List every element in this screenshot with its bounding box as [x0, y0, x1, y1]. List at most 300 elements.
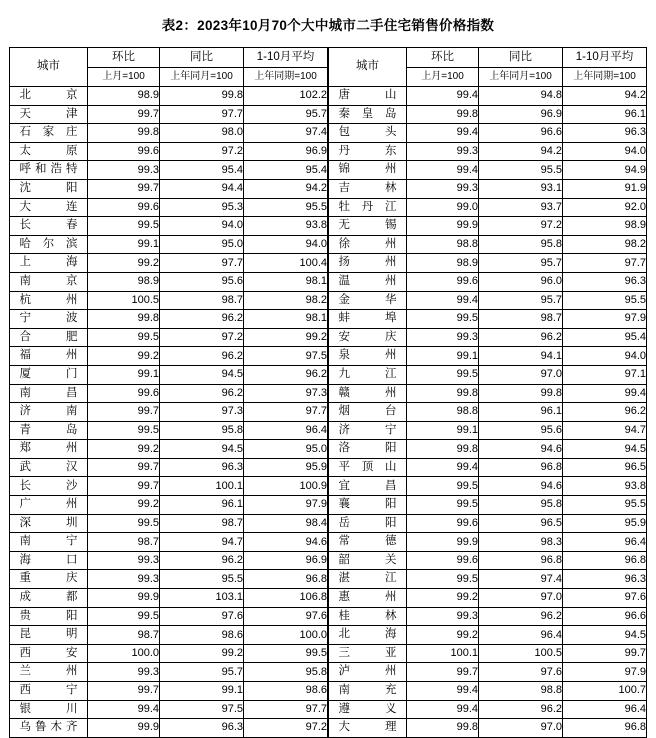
value-yoy-cell: 95.7: [160, 663, 244, 682]
city-label: 泸州: [338, 665, 397, 678]
header-group-avg-right: 1-10月平均: [563, 48, 647, 68]
city-label: 济南: [19, 405, 78, 418]
city-name-cell: [10, 589, 88, 608]
value-avg-cell: 95.9: [563, 514, 647, 533]
value-avg-cell: 96.6: [563, 607, 647, 626]
value-avg-cell: 94.5: [563, 440, 647, 459]
table-row: [10, 217, 328, 236]
city-label: 哈尔滨: [19, 237, 78, 250]
value-avg-cell: 94.6: [244, 533, 328, 552]
table-row: [329, 384, 647, 403]
value-avg-cell: 97.5: [244, 347, 328, 366]
city-name-cell: [329, 347, 407, 366]
value-yoy-cell: 98.7: [479, 310, 563, 329]
value-mom-cell: 99.3: [407, 179, 479, 198]
city-label: 上海: [19, 256, 78, 269]
city-label: 惠州: [338, 591, 397, 604]
value-avg-cell: 97.9: [563, 310, 647, 329]
value-yoy-cell: 99.8: [479, 384, 563, 403]
value-avg-cell: 96.4: [244, 421, 328, 440]
value-avg-cell: 97.2: [244, 719, 328, 738]
value-yoy-cell: 95.3: [160, 198, 244, 217]
city-name-cell: [329, 626, 407, 645]
city-name-cell: [329, 533, 407, 552]
city-label: 石家庄: [19, 126, 78, 139]
table-row: [329, 477, 647, 496]
table-row: [329, 217, 647, 236]
value-yoy-cell: 99.8: [160, 87, 244, 106]
city-name-cell: [10, 626, 88, 645]
value-mom-cell: 99.3: [407, 328, 479, 347]
city-label: 西安: [19, 646, 78, 659]
city-label: 银川: [19, 702, 78, 715]
value-yoy-cell: 97.0: [479, 589, 563, 608]
value-mom-cell: 99.7: [88, 403, 160, 422]
city-label: 唐山: [338, 89, 397, 102]
value-mom-cell: 99.8: [407, 384, 479, 403]
table-row: [329, 551, 647, 570]
value-mom-cell: 99.4: [407, 682, 479, 701]
value-avg-cell: 98.2: [244, 291, 328, 310]
city-name-cell: [10, 310, 88, 329]
value-mom-cell: 99.8: [407, 719, 479, 738]
value-yoy-cell: 96.8: [479, 458, 563, 477]
city-name-cell: [10, 682, 88, 701]
city-name-cell: [10, 87, 88, 106]
city-label: 洛阳: [338, 442, 397, 455]
value-mom-cell: 99.5: [407, 570, 479, 589]
table-row: [329, 142, 647, 161]
table-row: [329, 124, 647, 143]
table-row: [10, 551, 328, 570]
city-name-cell: [10, 142, 88, 161]
value-mom-cell: 99.2: [88, 496, 160, 515]
value-avg-cell: 106.8: [244, 589, 328, 608]
city-label: 宁波: [19, 312, 78, 325]
table-row: [329, 533, 647, 552]
value-yoy-cell: 96.3: [160, 719, 244, 738]
city-name-cell: [10, 663, 88, 682]
city-label: 无锡: [338, 219, 397, 232]
value-mom-cell: 99.2: [88, 347, 160, 366]
value-avg-cell: 94.7: [563, 421, 647, 440]
city-name-cell: [10, 384, 88, 403]
value-yoy-cell: 94.5: [160, 365, 244, 384]
value-mom-cell: 98.9: [407, 254, 479, 273]
city-name-cell: [10, 551, 88, 570]
value-yoy-cell: 96.0: [479, 272, 563, 291]
value-yoy-cell: 97.4: [479, 570, 563, 589]
city-name-cell: [10, 272, 88, 291]
city-label: 海口: [19, 553, 78, 566]
table-header-row-left: [10, 48, 328, 68]
city-name-cell: [329, 514, 407, 533]
city-name-cell: [10, 124, 88, 143]
city-label: 常德: [338, 535, 397, 548]
value-yoy-cell: 98.7: [160, 291, 244, 310]
table-row: [10, 607, 328, 626]
value-avg-cell: 94.5: [563, 626, 647, 645]
value-yoy-cell: 96.2: [160, 384, 244, 403]
city-label: 太原: [19, 144, 78, 157]
table-row: [10, 700, 328, 719]
city-label: 成都: [19, 591, 78, 604]
value-yoy-cell: 97.0: [479, 719, 563, 738]
city-label: 大理: [338, 721, 397, 734]
price-index-table-right: [328, 47, 647, 738]
table-row: [10, 570, 328, 589]
table-row: [10, 496, 328, 515]
value-avg-cell: 95.9: [244, 458, 328, 477]
value-mom-cell: 99.1: [88, 365, 160, 384]
value-mom-cell: 99.1: [407, 347, 479, 366]
value-yoy-cell: 97.7: [160, 254, 244, 273]
value-avg-cell: 99.7: [563, 644, 647, 663]
table-body-left: [10, 87, 328, 738]
value-mom-cell: 98.7: [88, 533, 160, 552]
table-row: [10, 589, 328, 608]
city-label: 蚌埠: [338, 312, 397, 325]
value-avg-cell: 94.0: [563, 347, 647, 366]
value-mom-cell: 99.7: [88, 179, 160, 198]
city-label: 南宁: [19, 535, 78, 548]
table-row: [329, 161, 647, 180]
city-label: 丹东: [338, 144, 397, 157]
value-avg-cell: 95.7: [244, 105, 328, 124]
value-mom-cell: 98.9: [88, 272, 160, 291]
value-mom-cell: 99.6: [407, 551, 479, 570]
value-yoy-cell: 95.8: [479, 235, 563, 254]
value-yoy-cell: 98.8: [479, 682, 563, 701]
value-avg-cell: 97.6: [244, 607, 328, 626]
value-mom-cell: 99.5: [407, 477, 479, 496]
header-base-avg-left: 上年同期=100: [244, 68, 328, 87]
value-mom-cell: 99.6: [88, 198, 160, 217]
table-row: [10, 272, 328, 291]
value-avg-cell: 91.9: [563, 179, 647, 198]
value-avg-cell: 96.5: [563, 458, 647, 477]
table-row: [10, 179, 328, 198]
value-avg-cell: 97.7: [244, 403, 328, 422]
city-name-cell: [10, 719, 88, 738]
value-avg-cell: 98.9: [563, 217, 647, 236]
value-yoy-cell: 96.2: [160, 310, 244, 329]
city-name-cell: [10, 347, 88, 366]
city-name-cell: [329, 217, 407, 236]
value-yoy-cell: 95.5: [160, 570, 244, 589]
value-avg-cell: 97.1: [563, 365, 647, 384]
city-name-cell: [10, 161, 88, 180]
city-label: 温州: [338, 274, 397, 287]
value-mom-cell: 99.7: [407, 663, 479, 682]
value-mom-cell: 99.5: [88, 607, 160, 626]
city-label: 西宁: [19, 684, 78, 697]
header-group-mom-right: 环比: [407, 48, 479, 68]
city-name-cell: [329, 384, 407, 403]
value-mom-cell: 99.4: [407, 124, 479, 143]
table-row: [329, 589, 647, 608]
value-mom-cell: 99.8: [407, 440, 479, 459]
value-avg-cell: 92.0: [563, 198, 647, 217]
table-row: [10, 87, 328, 106]
city-label: 韶关: [338, 553, 397, 566]
value-yoy-cell: 98.7: [160, 514, 244, 533]
table-row: [329, 291, 647, 310]
value-mom-cell: 99.5: [88, 328, 160, 347]
value-yoy-cell: 95.7: [479, 254, 563, 273]
city-name-cell: [329, 161, 407, 180]
table-row: [10, 365, 328, 384]
value-avg-cell: 98.6: [244, 682, 328, 701]
value-yoy-cell: 95.6: [479, 421, 563, 440]
table-row: [329, 626, 647, 645]
table-row: [10, 421, 328, 440]
city-label: 秦皇岛: [338, 107, 397, 120]
value-avg-cell: 96.2: [563, 403, 647, 422]
city-label: 北京: [19, 89, 78, 102]
city-name-cell: [10, 179, 88, 198]
value-avg-cell: 95.5: [563, 496, 647, 515]
value-mom-cell: 99.5: [88, 514, 160, 533]
value-avg-cell: 100.7: [563, 682, 647, 701]
value-yoy-cell: 97.6: [479, 663, 563, 682]
value-yoy-cell: 97.2: [479, 217, 563, 236]
value-mom-cell: 99.7: [88, 682, 160, 701]
value-mom-cell: 99.6: [88, 384, 160, 403]
city-name-cell: [329, 458, 407, 477]
city-name-cell: [329, 365, 407, 384]
city-label: 桂林: [338, 609, 397, 622]
value-avg-cell: 94.2: [563, 87, 647, 106]
city-label: 南京: [19, 274, 78, 287]
city-label: 南充: [338, 684, 397, 697]
value-avg-cell: 94.0: [563, 142, 647, 161]
value-avg-cell: 96.3: [563, 272, 647, 291]
city-label: 乌鲁木齐: [19, 721, 78, 734]
value-yoy-cell: 94.7: [160, 533, 244, 552]
value-yoy-cell: 96.1: [160, 496, 244, 515]
city-name-cell: [329, 142, 407, 161]
city-name-cell: [10, 607, 88, 626]
city-label: 宜昌: [338, 479, 397, 492]
value-mom-cell: 99.8: [88, 124, 160, 143]
value-mom-cell: 98.9: [88, 87, 160, 106]
value-mom-cell: 99.6: [407, 514, 479, 533]
city-name-cell: [329, 719, 407, 738]
value-yoy-cell: 94.5: [160, 440, 244, 459]
value-yoy-cell: 97.6: [160, 607, 244, 626]
value-yoy-cell: 94.6: [479, 477, 563, 496]
value-avg-cell: 102.2: [244, 87, 328, 106]
city-label: 合肥: [19, 330, 78, 343]
value-yoy-cell: 96.4: [479, 626, 563, 645]
value-mom-cell: 100.5: [88, 291, 160, 310]
header-city-right: 城市: [329, 48, 407, 87]
city-label: 长沙: [19, 479, 78, 492]
value-avg-cell: 97.9: [244, 496, 328, 515]
value-avg-cell: 97.6: [563, 589, 647, 608]
city-name-cell: [329, 589, 407, 608]
value-yoy-cell: 95.4: [160, 161, 244, 180]
city-name-cell: [10, 458, 88, 477]
table-row: [329, 570, 647, 589]
value-avg-cell: 97.7: [244, 700, 328, 719]
table-row: [329, 105, 647, 124]
city-label: 杭州: [19, 293, 78, 306]
value-yoy-cell: 97.7: [160, 105, 244, 124]
city-label: 沈阳: [19, 182, 78, 195]
value-avg-cell: 96.9: [244, 142, 328, 161]
header-group-yoy-left: 同比: [160, 48, 244, 68]
value-mom-cell: 99.4: [407, 161, 479, 180]
header-group-yoy-right: 同比: [479, 48, 563, 68]
city-label: 湛江: [338, 572, 397, 585]
city-label: 平顶山: [338, 460, 397, 473]
value-mom-cell: 99.6: [88, 142, 160, 161]
city-label: 岳阳: [338, 516, 397, 529]
city-label: 牡丹江: [338, 200, 397, 213]
city-name-cell: [10, 235, 88, 254]
city-name-cell: [10, 496, 88, 515]
value-yoy-cell: 96.3: [160, 458, 244, 477]
value-yoy-cell: 95.6: [160, 272, 244, 291]
value-mom-cell: 99.8: [88, 310, 160, 329]
value-mom-cell: 99.2: [407, 589, 479, 608]
table-row: [329, 700, 647, 719]
table-body-right: [329, 87, 647, 738]
value-mom-cell: 99.2: [88, 254, 160, 273]
value-avg-cell: 97.4: [244, 124, 328, 143]
table-row: [329, 514, 647, 533]
value-yoy-cell: 96.5: [479, 514, 563, 533]
table-row: [10, 644, 328, 663]
value-avg-cell: 95.5: [244, 198, 328, 217]
value-avg-cell: 97.7: [563, 254, 647, 273]
value-mom-cell: 99.9: [407, 217, 479, 236]
city-label: 福州: [19, 349, 78, 362]
value-avg-cell: 100.4: [244, 254, 328, 273]
value-avg-cell: 95.8: [244, 663, 328, 682]
value-mom-cell: 99.9: [88, 589, 160, 608]
table-row: [10, 142, 328, 161]
value-yoy-cell: 95.8: [160, 421, 244, 440]
city-name-cell: [329, 477, 407, 496]
value-mom-cell: 98.7: [88, 626, 160, 645]
value-yoy-cell: 98.0: [160, 124, 244, 143]
city-name-cell: [329, 310, 407, 329]
value-avg-cell: 96.1: [563, 105, 647, 124]
value-avg-cell: 96.8: [244, 570, 328, 589]
city-label: 三亚: [338, 646, 397, 659]
city-name-cell: [10, 644, 88, 663]
value-mom-cell: 99.9: [407, 533, 479, 552]
table-row: [10, 458, 328, 477]
value-yoy-cell: 96.2: [160, 551, 244, 570]
value-mom-cell: 99.5: [407, 310, 479, 329]
city-name-cell: [329, 607, 407, 626]
city-name-cell: [329, 272, 407, 291]
value-mom-cell: 99.5: [407, 496, 479, 515]
city-name-cell: [10, 440, 88, 459]
city-name-cell: [10, 217, 88, 236]
city-name-cell: [10, 365, 88, 384]
city-name-cell: [329, 682, 407, 701]
value-avg-cell: 98.1: [244, 310, 328, 329]
value-avg-cell: 99.5: [244, 644, 328, 663]
table-title: 表2：2023年10月70个大中城市二手住宅销售价格指数: [161, 18, 495, 33]
header-base-mom-right: 上月=100: [407, 68, 479, 87]
value-avg-cell: 95.4: [244, 161, 328, 180]
city-label: 烟台: [338, 405, 397, 418]
value-mom-cell: 99.3: [407, 142, 479, 161]
table-row: [10, 663, 328, 682]
value-mom-cell: 99.1: [407, 421, 479, 440]
value-yoy-cell: 103.1: [160, 589, 244, 608]
city-label: 昆明: [19, 628, 78, 641]
value-yoy-cell: 96.2: [479, 607, 563, 626]
value-avg-cell: 100.0: [244, 626, 328, 645]
value-avg-cell: 95.5: [563, 291, 647, 310]
table-row: [329, 644, 647, 663]
value-avg-cell: 97.3: [244, 384, 328, 403]
value-yoy-cell: 93.1: [479, 179, 563, 198]
city-name-cell: [329, 496, 407, 515]
value-yoy-cell: 94.0: [160, 217, 244, 236]
value-avg-cell: 96.3: [563, 124, 647, 143]
table-row: [10, 384, 328, 403]
city-label: 郑州: [19, 442, 78, 455]
city-name-cell: [329, 551, 407, 570]
value-mom-cell: 99.5: [88, 217, 160, 236]
value-mom-cell: 99.4: [88, 700, 160, 719]
table-row: [329, 272, 647, 291]
table-row: [329, 179, 647, 198]
table-row: [329, 682, 647, 701]
value-avg-cell: 99.2: [244, 328, 328, 347]
value-mom-cell: 99.7: [88, 105, 160, 124]
city-name-cell: [329, 254, 407, 273]
value-yoy-cell: 94.6: [479, 440, 563, 459]
value-yoy-cell: 96.8: [479, 551, 563, 570]
value-mom-cell: 99.7: [88, 477, 160, 496]
city-name-cell: [329, 440, 407, 459]
table-row: [10, 291, 328, 310]
table-row: [10, 403, 328, 422]
value-yoy-cell: 96.2: [160, 347, 244, 366]
value-avg-cell: 98.4: [244, 514, 328, 533]
value-avg-cell: 96.8: [563, 719, 647, 738]
value-avg-cell: 96.4: [563, 533, 647, 552]
table-row: [329, 310, 647, 329]
city-name-cell: [10, 105, 88, 124]
value-avg-cell: 99.4: [563, 384, 647, 403]
city-name-cell: [10, 198, 88, 217]
header-base-avg-right: 上年同期=100: [563, 68, 647, 87]
city-label: 大连: [19, 200, 78, 213]
table-row: [329, 663, 647, 682]
city-label: 广州: [19, 498, 78, 511]
value-avg-cell: 96.9: [244, 551, 328, 570]
city-name-cell: [329, 328, 407, 347]
table-row: [10, 105, 328, 124]
city-label: 长春: [19, 219, 78, 232]
value-mom-cell: 99.3: [88, 161, 160, 180]
table-row: [10, 514, 328, 533]
value-yoy-cell: 95.0: [160, 235, 244, 254]
value-mom-cell: 98.8: [407, 235, 479, 254]
table-row: [329, 328, 647, 347]
header-base-yoy-right: 上年同月=100: [479, 68, 563, 87]
